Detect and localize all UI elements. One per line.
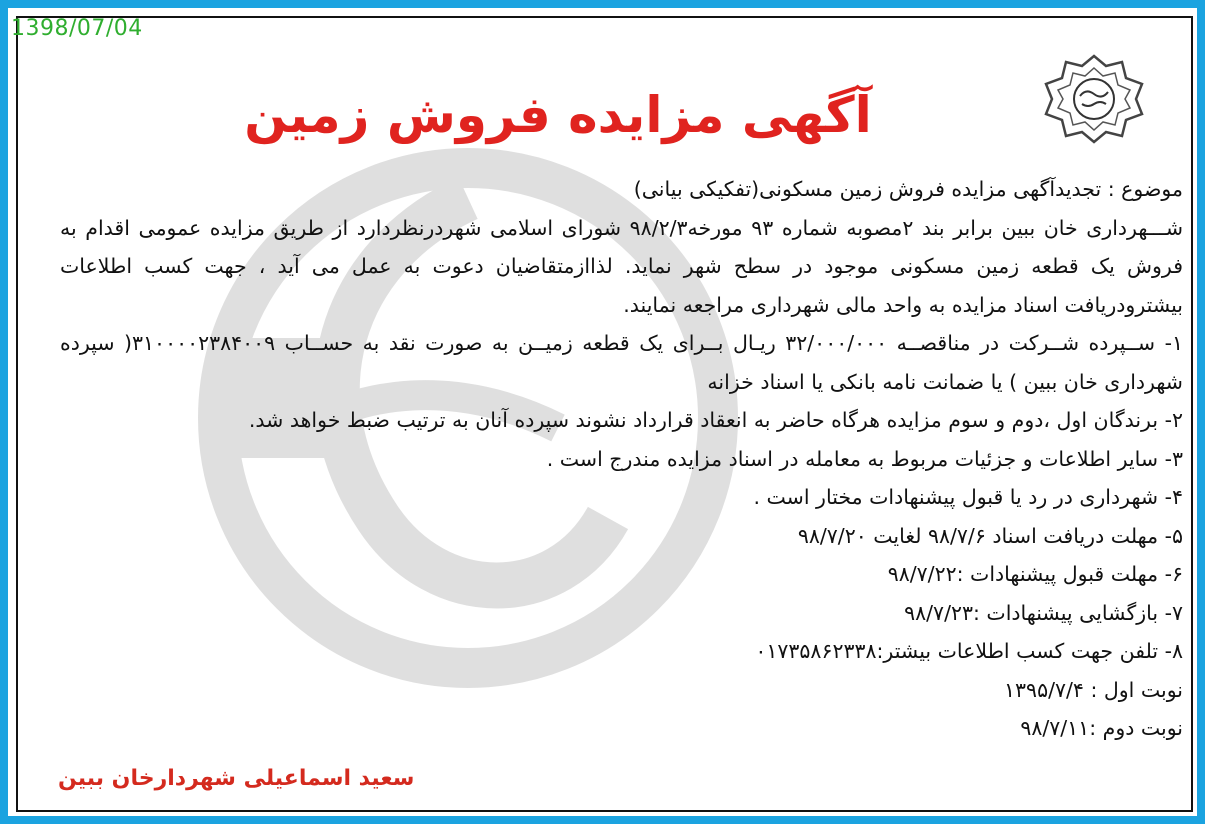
second-round-date: نوبت دوم :۹۸/۷/۱۱ — [1020, 716, 1183, 740]
notice-item-3: ۳- سایر اطلاعات و جزئیات مربوط به معامله در اسناد مزایده مندرج است . — [546, 446, 1183, 471]
notice-item-6: ۶- مهلت قبول پیشنهادات :۹۸/۷/۲۲ — [887, 562, 1183, 586]
notice-title: آگهی مزایده فروش زمین — [244, 86, 872, 144]
notice-item-1: ۱- ســپرده شــرکت در مناقصــه ۳۲/۰۰۰/۰۰۰ ریـال بــرای یک قطعه زمیــن به صورت نقد به حســاب ۳۱۰۰۰۰۲۳۸۴۰۰۹( سپرده شهرداری خان ببین ) یا ضمانت نامه بانکی یا اسناد خزانه — [60, 331, 1183, 394]
notice-item-8: ۸- تلفن جهت کسب اطلاعات بیشتر:۰۱۷۳۵۸۶۲۳۳۸ — [755, 639, 1183, 663]
notice-item-5: ۵- مهلت دریافت اسناد ۹۸/۷/۶ لغایت ۹۸/۷/۲۰ — [797, 523, 1183, 548]
notice-sheet — [16, 16, 1193, 812]
date-stamp: 1398/07/04 — [11, 16, 143, 41]
notice-subject: موضوع : تجدیدآگهی مزایده فروش زمین مسکونی(تفکیکی بیانی) — [633, 177, 1183, 201]
notice-intro: شـــهرداری خان ببین برابر بند ۲مصوبه شماره ۹۳ مورخه۹۸/۲/۳ شورای اسلامی شهردرنظردارد از طریق مزایده عمومی اقدام به فروش یک قطعه زمین مسکونی موجود در سطح شهر نماید. لذاازمتقاضیان دعوت به عمل می آید ، جهت کسب اطلاعات بیشترودریافت اسناد مزایده به واحد مالی شهرداری مراجعه نمایند. — [60, 215, 1184, 317]
notice-body — [60, 170, 1183, 748]
notice-item-4: ۴- شهرداری در رد یا قبول پیشنهادات مختار است . — [753, 485, 1183, 509]
notice-item-7: ۷- بازگشایی پیشنهادات :۹۸/۷/۲۳ — [904, 600, 1183, 625]
municipality-seal-icon — [1042, 54, 1146, 144]
mayor-signature: سعید اسماعیلی شهردارخان ببین — [58, 766, 415, 791]
first-round-date: نوبت اول : ۱۳۹۵/۷/۴ — [1004, 677, 1183, 702]
notice-item-2: ۲- برندگان اول ،دوم و سوم مزایده هرگاه حاضر به انعقاد قرارداد نشوند سپرده آنان به ترتیب ضبط خواهد شد. — [248, 408, 1183, 432]
